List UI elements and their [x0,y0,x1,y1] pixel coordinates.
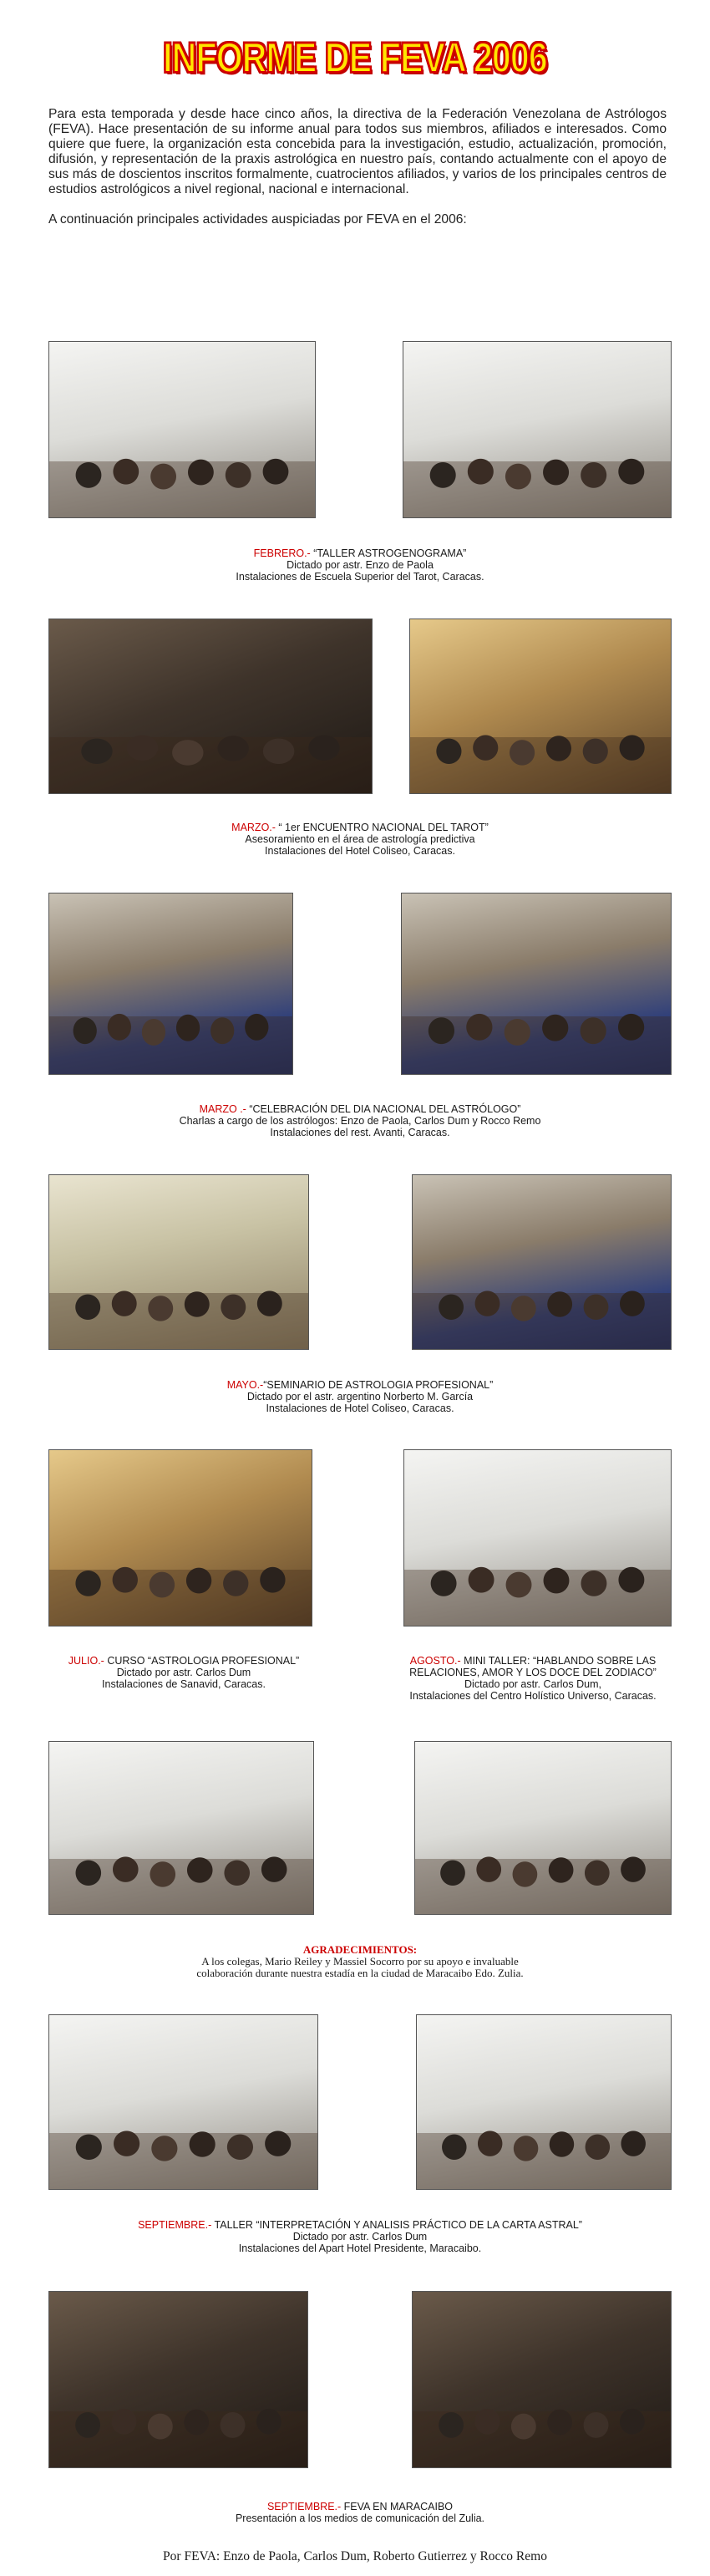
event-month: JULIO.- [68,1655,104,1667]
event-photo [414,1741,672,1915]
event-photo [48,341,316,518]
event-photo [48,1449,312,1627]
event-detail: Dictado por astr. Carlos Dum, [464,1678,601,1690]
event-month: SEPTIEMBRE.- [138,2219,212,2231]
event-photo [412,1174,672,1350]
event-photo [48,1741,314,1915]
event-month: MARZO .- [199,1103,246,1115]
intro-paragraph: A continuación principales actividades auspiciadas por FEVA en el 2006: [48,212,467,227]
event-title: FEVA EN MARACAIBO [341,2501,454,2512]
event-detail: Presentación a los medios de comunicación del Zulia. [235,2512,485,2524]
event-month: FEBRERO.- [253,547,311,559]
event-detail: Dictado por el astr. argentino Norberto M. García [246,1391,474,1403]
event-title: CURSO “ASTROLOGIA PROFESIONAL” [104,1655,300,1667]
event-month: MARZO.- [231,822,276,833]
event-detail: Dictado por astr. Carlos Dum [292,2231,428,2243]
event-caption-julio [33,1655,334,1690]
acknowledgements [48,1944,672,1979]
event-venue: Instalaciones del Apart Hotel Presidente, Maracaibo. [238,2243,482,2254]
event-title: “ 1er ENCUENTRO NACIONAL DEL TAROT” [275,822,489,833]
event-venue: Instalaciones del Centro Holístico Universo, Caracas. [409,1690,657,1702]
event-photo [48,2291,308,2468]
event-venue: Instalaciones de Escuela Superior del Tarot, Caracas. [236,571,484,583]
event-caption [48,2219,672,2254]
page-title: INFORME DE FEVA 2006 [163,34,547,81]
event-venue: Instalaciones de Sanavid, Caracas. [102,1678,266,1690]
event-month: SEPTIEMBRE.- [266,2501,342,2512]
event-detail: Dictado por astr. Enzo de Paola [287,559,434,571]
event-photo [48,2014,318,2190]
event-title-cont: RELACIONES, AMOR Y LOS DOCE DEL ZODIACO” [409,1667,657,1678]
intro-text [48,107,667,227]
event-detail: Asesoramiento en el área de astrología predictiva [245,833,475,845]
event-photo [409,619,672,794]
event-photo [412,2291,672,2468]
event-title: “SEMINARIO DE ASTROLOGIA PROFESIONAL” [263,1379,494,1391]
acknowledgements-text: colaboración durante nuestra estadía en la ciudad de Maracaibo Edo. Zulia. [196,1967,524,1979]
event-venue: Instalaciones de Hotel Coliseo, Caracas. [266,1403,454,1414]
event-caption [48,1379,672,1414]
acknowledgements-heading: AGRADECIMIENTOS: [302,1943,418,1956]
event-month: AGOSTO.- [409,1655,461,1667]
acknowledgements-text: A los colegas, Mario Reiley y Massiel Socorro por su apoyo e invaluable [201,1955,519,1968]
event-caption [48,547,672,583]
event-detail: Charlas a cargo de los astrólogos: Enzo de Paola, Carlos Dum y Rocco Remo [179,1115,541,1127]
event-title: MINI TALLER: “HABLANDO SOBRE LAS [460,1655,657,1667]
event-title: “CELEBRACIÓN DEL DIA NACIONAL DEL ASTRÓLOGO” [246,1103,521,1115]
footer-credits: Por FEVA: Enzo de Paola, Carlos Dum, Roberto Gutierrez y Rocco Remo [163,2549,547,2563]
event-photo [48,1174,309,1350]
event-month: MAYO.- [226,1379,264,1391]
event-photo [401,893,672,1075]
event-caption [48,2501,672,2524]
event-venue: Instalaciones del Hotel Coliseo, Caracas. [265,845,455,857]
intro-paragraph: Para esta temporada y desde hace cinco años, la directiva de la Federación Venezolana de Astrólogos (FEVA). Hace presentación de su informe anual para todos sus miembros, afiliados e interesados. Como quiere que fuere, la organización esta concebida para la investigación, estudio, actualización, promoción, difusión, y representación de la praxis astrológica en nuestro país, contando actualmente con el apoyo de sus más de doscientos inscritos formalmente, cuatrocientos afiliados, y varios de los principales centros de estudios astrológicos a nivel regional, nacional e internacional. [48,107,667,196]
event-photo [48,893,293,1075]
event-caption [48,822,672,857]
event-photo [416,2014,672,2190]
event-detail: Dictado por astr. Carlos Dum [116,1667,251,1678]
event-caption [48,1103,672,1138]
event-title: TALLER “INTERPRETACIÓN Y ANALISIS PRÁCTICO DE LA CARTA ASTRAL” [211,2219,582,2231]
event-photo [403,1449,672,1627]
event-caption-agosto [368,1655,698,1702]
event-photo [403,341,672,518]
event-venue: Instalaciones del rest. Avanti, Caracas. [270,1127,450,1138]
event-title: “TALLER ASTROGENOGRAMA” [310,547,467,559]
event-photo [48,619,373,794]
